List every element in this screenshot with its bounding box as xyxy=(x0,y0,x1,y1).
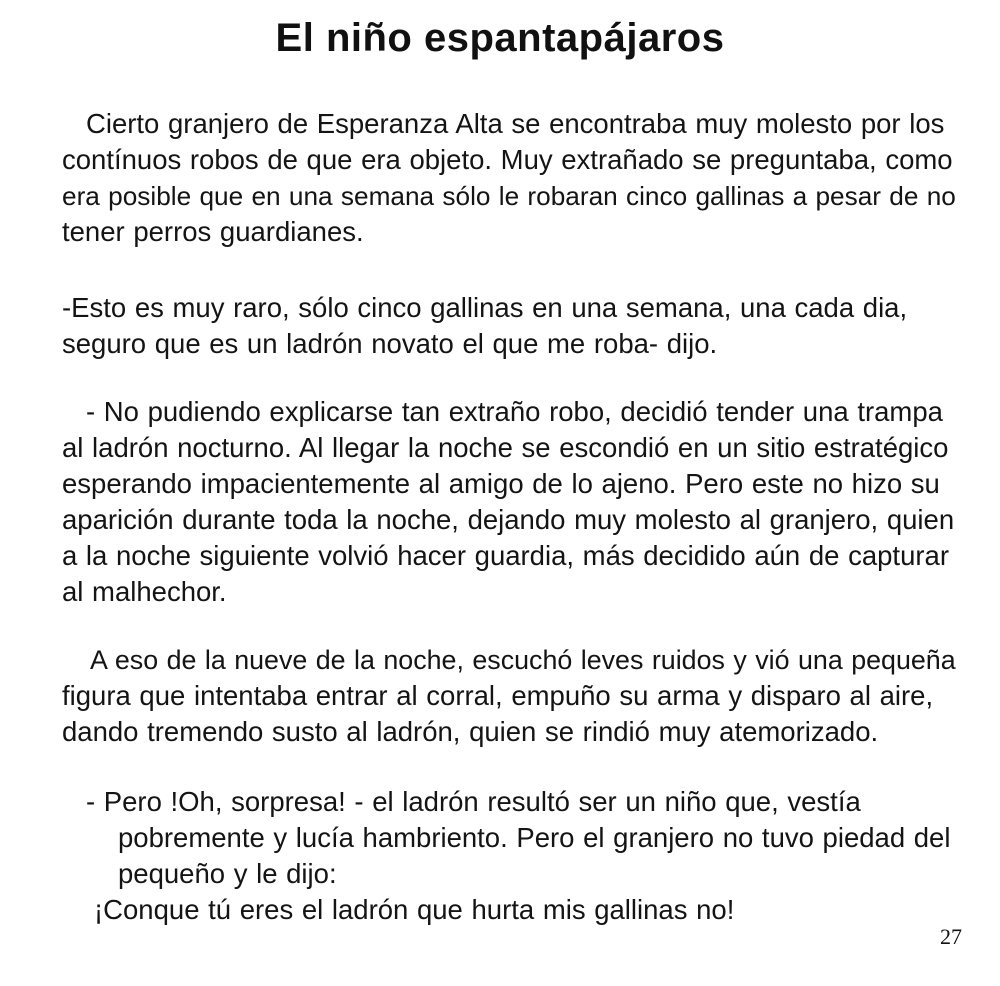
paragraph-line: A eso de la nueve de la noche, escuchó leves ruidos y vió una pequeña xyxy=(90,645,956,675)
paragraph-1 xyxy=(62,106,960,250)
paragraph-line: dando tremendo susto al ladrón, quien se rindió muy atemorizado. xyxy=(62,716,879,747)
paragraph-line: - No pudiendo explicarse tan extraño robo, decidió tender una trampa xyxy=(86,396,943,427)
page-number: 27 xyxy=(940,924,962,949)
page-title: El niño espantapájaros xyxy=(275,16,725,60)
paragraph-line: -Esto es muy raro, sólo cinco gallinas en una semana, una cada dia, xyxy=(62,292,908,323)
paragraph-line: tener perros guardianes. xyxy=(62,216,364,247)
paragraph-5 xyxy=(62,784,960,928)
paragraph-3 xyxy=(62,394,960,610)
paragraph-line: - Pero !Oh, sorpresa! - el ladrón resultó ser un niño que, vestía xyxy=(86,786,861,817)
paragraph-line: seguro que es un ladrón novato el que me roba- dijo. xyxy=(62,328,718,359)
paragraph-line: pobremente y lucía hambriento. Pero el granjero no tuvo piedad del xyxy=(118,822,951,853)
paragraph-line: era posible que en una semana sólo le robaran cinco gallinas a pesar de no xyxy=(62,181,956,211)
paragraph-line: al ladrón nocturno. Al llegar la noche se escondió en un sitio estratégico xyxy=(62,432,949,463)
paragraph-line: Cierto granjero de Esperanza Alta se encontraba muy molesto por los xyxy=(86,108,945,139)
paragraph-line: a la noche siguiente volvió hacer guardia, más decidido aún de capturar xyxy=(62,540,949,571)
paragraph-line: contínuos robos de que era objeto. Muy extrañado se preguntaba, como xyxy=(62,144,953,175)
paragraph-line: al malhechor. xyxy=(62,576,227,607)
paragraph-line: figura que intentaba entrar al corral, empuño su arma y disparo al aire, xyxy=(62,680,934,711)
paragraph-line: ¡Conque tú eres el ladrón que hurta mis gallinas no! xyxy=(94,894,735,925)
paragraph-line: aparición durante toda la noche, dejando muy molesto al granjero, quien xyxy=(62,504,955,535)
paragraph-line: esperando impacientemente al amigo de lo ajeno. Pero este no hizo su xyxy=(62,468,940,499)
paragraph-2 xyxy=(62,290,960,362)
paragraph-line: pequeño y le dijo: xyxy=(118,858,337,889)
paragraph-4 xyxy=(62,642,960,750)
